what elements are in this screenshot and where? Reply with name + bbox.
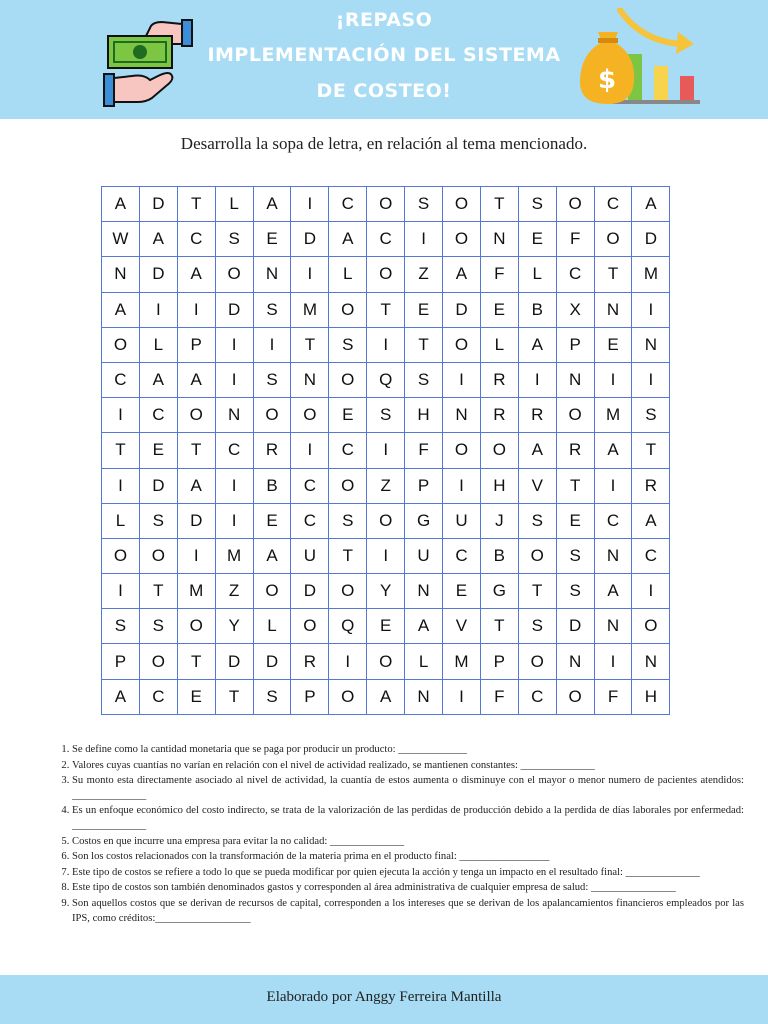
grid-cell[interactable]: I	[594, 644, 632, 679]
grid-cell[interactable]: G	[480, 574, 518, 609]
grid-cell[interactable]: I	[594, 362, 632, 397]
grid-cell[interactable]: I	[102, 574, 140, 609]
grid-cell[interactable]: O	[594, 222, 632, 257]
grid-cell[interactable]: A	[253, 187, 291, 222]
grid-row	[102, 362, 670, 397]
grid-cell[interactable]: R	[480, 362, 518, 397]
grid-cell[interactable]: Q	[367, 362, 405, 397]
grid-cell[interactable]: S	[102, 609, 140, 644]
grid-cell[interactable]: U	[443, 503, 481, 538]
grid-cell[interactable]: T	[177, 644, 215, 679]
grid-cell[interactable]: E	[253, 222, 291, 257]
grid-cell[interactable]: C	[329, 433, 367, 468]
grid-cell[interactable]: A	[102, 679, 140, 714]
grid-row	[102, 468, 670, 503]
grid-row	[102, 433, 670, 468]
grid-cell[interactable]: P	[556, 327, 594, 362]
grid-cell[interactable]: N	[632, 644, 670, 679]
grid-cell[interactable]: O	[177, 609, 215, 644]
grid-row	[102, 538, 670, 573]
grid-cell[interactable]: S	[139, 609, 177, 644]
grid-cell[interactable]: E	[405, 292, 443, 327]
grid-cell[interactable]: N	[405, 679, 443, 714]
grid-cell[interactable]: S	[253, 362, 291, 397]
grid-cell[interactable]: I	[139, 292, 177, 327]
question-item: 5. Costos en que incurre una empresa para evitar la no calidad: ______________	[72, 835, 744, 850]
grid-cell[interactable]: F	[480, 679, 518, 714]
grid-cell[interactable]: P	[102, 644, 140, 679]
question-item: 1. Se define como la cantidad monetaria que se paga por producir un producto: _____________	[72, 743, 744, 758]
grid-cell[interactable]: S	[405, 187, 443, 222]
grid-cell[interactable]: A	[405, 609, 443, 644]
money-bag-growth-chart-icon	[572, 8, 702, 112]
grid-cell[interactable]: R	[480, 398, 518, 433]
grid-cell[interactable]: S	[215, 222, 253, 257]
grid-cell[interactable]: G	[405, 503, 443, 538]
question-item: 4. Es un enfoque económico del costo indirecto, se trata de la valorización de las perdidas de producción debido a la perdida de días laborales por enfermedad: ______________	[72, 804, 744, 833]
grid-row	[102, 327, 670, 362]
grid-cell[interactable]: I	[518, 362, 556, 397]
grid-cell[interactable]: L	[405, 644, 443, 679]
grid-cell[interactable]: S	[556, 574, 594, 609]
grid-cell[interactable]: A	[139, 362, 177, 397]
grid-cell[interactable]: O	[443, 187, 481, 222]
grid-cell[interactable]: A	[177, 362, 215, 397]
grid-cell[interactable]: P	[291, 679, 329, 714]
grid-cell[interactable]: O	[556, 187, 594, 222]
grid-cell[interactable]: D	[139, 257, 177, 292]
grid-cell[interactable]: A	[139, 222, 177, 257]
grid-cell[interactable]: L	[480, 327, 518, 362]
grid-cell[interactable]: C	[177, 222, 215, 257]
grid-cell[interactable]: I	[215, 362, 253, 397]
grid-cell[interactable]: I	[405, 222, 443, 257]
grid-row	[102, 609, 670, 644]
grid-cell[interactable]: A	[594, 574, 632, 609]
grid-cell[interactable]: I	[594, 468, 632, 503]
grid-cell[interactable]: H	[632, 679, 670, 714]
grid-cell[interactable]: T	[518, 574, 556, 609]
grid-cell[interactable]: O	[367, 257, 405, 292]
grid-cell[interactable]: N	[215, 398, 253, 433]
grid-cell[interactable]: C	[215, 433, 253, 468]
grid-cell[interactable]: A	[632, 503, 670, 538]
grid-row	[102, 644, 670, 679]
grid-cell[interactable]: P	[405, 468, 443, 503]
grid-cell[interactable]: I	[367, 433, 405, 468]
grid-cell[interactable]: H	[480, 468, 518, 503]
grid-cell[interactable]: L	[253, 609, 291, 644]
grid-cell[interactable]: N	[102, 257, 140, 292]
grid-cell[interactable]: I	[291, 433, 329, 468]
grid-cell[interactable]: M	[177, 574, 215, 609]
grid-cell[interactable]: O	[102, 327, 140, 362]
grid-row	[102, 503, 670, 538]
grid-cell[interactable]: O	[632, 609, 670, 644]
grid-cell[interactable]: I	[291, 187, 329, 222]
grid-cell[interactable]: F	[594, 679, 632, 714]
grid-cell[interactable]: O	[329, 468, 367, 503]
grid-row	[102, 398, 670, 433]
grid-cell[interactable]: E	[177, 679, 215, 714]
grid-cell[interactable]: M	[291, 292, 329, 327]
grid-cell[interactable]: O	[367, 644, 405, 679]
grid-cell[interactable]: E	[329, 398, 367, 433]
grid-cell[interactable]: L	[102, 503, 140, 538]
grid-cell[interactable]: S	[367, 398, 405, 433]
grid-cell[interactable]: L	[518, 257, 556, 292]
grid-cell[interactable]: S	[329, 503, 367, 538]
grid-cell[interactable]: O	[480, 433, 518, 468]
grid-cell[interactable]: R	[556, 433, 594, 468]
grid-cell[interactable]: D	[253, 644, 291, 679]
grid-cell[interactable]: R	[291, 644, 329, 679]
grid-row	[102, 679, 670, 714]
grid-cell[interactable]: T	[102, 433, 140, 468]
grid-cell[interactable]: A	[102, 187, 140, 222]
grid-cell[interactable]: D	[177, 503, 215, 538]
grid-cell[interactable]: S	[518, 503, 556, 538]
grid-cell[interactable]: O	[518, 538, 556, 573]
grid-cell[interactable]: N	[594, 292, 632, 327]
grid-cell[interactable]: S	[253, 292, 291, 327]
footer-banner	[0, 975, 768, 1024]
grid-cell[interactable]: U	[291, 538, 329, 573]
grid-cell[interactable]: O	[367, 503, 405, 538]
grid-cell[interactable]: E	[253, 503, 291, 538]
grid-cell[interactable]: L	[139, 327, 177, 362]
grid-cell[interactable]: O	[329, 292, 367, 327]
grid-cell[interactable]: O	[253, 398, 291, 433]
grid-cell[interactable]: A	[632, 187, 670, 222]
grid-cell[interactable]: D	[632, 222, 670, 257]
grid-cell[interactable]: V	[443, 609, 481, 644]
grid-cell[interactable]: A	[594, 433, 632, 468]
grid-cell[interactable]: T	[177, 187, 215, 222]
grid-cell[interactable]: E	[518, 222, 556, 257]
question-item: 6. Son los costos relacionados con la transformación de la materia prima en el producto final: _________________	[72, 850, 744, 865]
grid-cell[interactable]: N	[594, 538, 632, 573]
grid-cell[interactable]: C	[518, 679, 556, 714]
grid-cell[interactable]: O	[443, 222, 481, 257]
grid-cell[interactable]: T	[594, 257, 632, 292]
grid-row	[102, 187, 670, 222]
grid-cell[interactable]: T	[291, 327, 329, 362]
grid-cell[interactable]: B	[253, 468, 291, 503]
question-item: 8. Este tipo de costos son también denominados gastos y corresponden al área administrativa de cualquier empresa de salud: ________________	[72, 881, 744, 896]
grid-row	[102, 574, 670, 609]
grid-cell[interactable]: E	[480, 292, 518, 327]
grid-cell[interactable]: S	[632, 398, 670, 433]
grid-cell[interactable]: O	[518, 644, 556, 679]
grid-cell[interactable]: O	[443, 433, 481, 468]
grid-cell[interactable]: E	[443, 574, 481, 609]
grid-cell[interactable]: S	[139, 503, 177, 538]
grid-cell[interactable]: I	[102, 398, 140, 433]
grid-cell[interactable]: A	[253, 538, 291, 573]
word-search-grid	[101, 186, 670, 715]
grid-cell[interactable]: Z	[405, 257, 443, 292]
grid-cell[interactable]: N	[594, 609, 632, 644]
grid-cell[interactable]: W	[102, 222, 140, 257]
question-list	[50, 743, 744, 927]
grid-cell[interactable]: M	[632, 257, 670, 292]
grid-cell[interactable]: I	[291, 257, 329, 292]
grid-cell[interactable]: A	[177, 468, 215, 503]
grid-cell[interactable]: T	[480, 609, 518, 644]
grid-cell[interactable]: D	[139, 187, 177, 222]
grid-cell[interactable]: D	[139, 468, 177, 503]
grid-cell[interactable]: C	[443, 538, 481, 573]
grid-cell[interactable]: T	[405, 327, 443, 362]
grid-cell[interactable]: A	[518, 327, 556, 362]
grid-cell[interactable]: C	[594, 503, 632, 538]
question-item: 3. Su monto esta directamente asociado al nivel de actividad, la cuantía de estos aumenta o disminuye con el mayor o menor numero de pacientes atendidos: ______________	[72, 774, 744, 803]
grid-cell[interactable]: I	[443, 362, 481, 397]
grid-cell[interactable]: T	[329, 538, 367, 573]
grid-cell[interactable]: C	[594, 187, 632, 222]
grid-cell[interactable]: S	[405, 362, 443, 397]
grid-cell[interactable]: O	[177, 398, 215, 433]
grid-cell[interactable]: E	[556, 503, 594, 538]
grid-cell[interactable]: E	[367, 609, 405, 644]
header-banner	[0, 0, 768, 119]
grid-cell[interactable]: C	[291, 468, 329, 503]
grid-cell[interactable]: O	[556, 679, 594, 714]
grid-cell[interactable]: Z	[215, 574, 253, 609]
grid-cell[interactable]: I	[215, 327, 253, 362]
title-line-1: ¡REPASO	[335, 9, 433, 31]
grid-cell[interactable]: O	[139, 538, 177, 573]
author-credit: Elaborado por Anggy Ferreira Mantilla	[266, 989, 502, 1005]
grid-cell[interactable]: A	[177, 257, 215, 292]
grid-cell[interactable]: D	[443, 292, 481, 327]
grid-cell[interactable]: I	[367, 538, 405, 573]
grid-cell[interactable]: T	[177, 433, 215, 468]
grid-cell[interactable]: Z	[367, 468, 405, 503]
grid-cell[interactable]: T	[632, 433, 670, 468]
grid-cell[interactable]: C	[329, 187, 367, 222]
grid-cell[interactable]: R	[253, 433, 291, 468]
grid-cell[interactable]: O	[329, 362, 367, 397]
grid-cell[interactable]: C	[632, 538, 670, 573]
grid-cell[interactable]: I	[177, 538, 215, 573]
grid-cell[interactable]: I	[253, 327, 291, 362]
grid-cell[interactable]: B	[480, 538, 518, 573]
title-line-3: DE COSTEO!	[316, 80, 452, 102]
grid-cell[interactable]: Q	[329, 609, 367, 644]
grid-cell[interactable]: D	[215, 644, 253, 679]
grid-cell[interactable]: O	[329, 679, 367, 714]
question-item: 7. Este tipo de costos se refiere a todo lo que se pueda modificar por quien ejecuta la acción y tenga un impacto en el resultado final: ______________	[72, 866, 744, 881]
grid-cell[interactable]: O	[443, 327, 481, 362]
grid-cell[interactable]: N	[291, 362, 329, 397]
grid-cell[interactable]: I	[632, 362, 670, 397]
grid-cell[interactable]: C	[139, 679, 177, 714]
grid-cell[interactable]: T	[215, 679, 253, 714]
grid-cell[interactable]: U	[405, 538, 443, 573]
title-line-2: IMPLEMENTACIÓN DEL SISTEMA	[207, 44, 561, 66]
grid-cell[interactable]: O	[329, 574, 367, 609]
grid-cell[interactable]: N	[480, 222, 518, 257]
question-item: 9. Son aquellos costos que se derivan de recursos de capital, corresponden a los intereses que se derivan de los apalancamientos financieros empleados por las IPS, como créditos:__________________	[72, 897, 744, 926]
grid-cell[interactable]: O	[556, 398, 594, 433]
svg-text:$: $	[597, 65, 617, 95]
grid-cell[interactable]: C	[139, 398, 177, 433]
grid-cell[interactable]: N	[443, 398, 481, 433]
grid-cell[interactable]: N	[556, 644, 594, 679]
grid-cell[interactable]: I	[215, 503, 253, 538]
grid-cell[interactable]: O	[102, 538, 140, 573]
grid-cell[interactable]: I	[215, 468, 253, 503]
grid-cell[interactable]: C	[102, 362, 140, 397]
grid-row	[102, 292, 670, 327]
grid-cell[interactable]: F	[405, 433, 443, 468]
grid-cell[interactable]: D	[291, 222, 329, 257]
grid-cell[interactable]: A	[518, 433, 556, 468]
grid-cell[interactable]: M	[443, 644, 481, 679]
grid-cell[interactable]: D	[215, 292, 253, 327]
grid-cell[interactable]: T	[367, 292, 405, 327]
grid-cell[interactable]: O	[291, 398, 329, 433]
grid-cell[interactable]: M	[215, 538, 253, 573]
grid-cell[interactable]: N	[632, 327, 670, 362]
grid-cell[interactable]: I	[102, 468, 140, 503]
grid-cell[interactable]: P	[177, 327, 215, 362]
grid-cell[interactable]: N	[253, 257, 291, 292]
grid-cell[interactable]: X	[556, 292, 594, 327]
grid-cell[interactable]: O	[215, 257, 253, 292]
grid-cell[interactable]: L	[215, 187, 253, 222]
grid-cell[interactable]: T	[556, 468, 594, 503]
grid-cell[interactable]: D	[291, 574, 329, 609]
grid-cell[interactable]: S	[253, 679, 291, 714]
grid-cell[interactable]: D	[556, 609, 594, 644]
grid-cell[interactable]: F	[480, 257, 518, 292]
grid-cell[interactable]: O	[253, 574, 291, 609]
grid-cell[interactable]: R	[632, 468, 670, 503]
grid-cell[interactable]: C	[556, 257, 594, 292]
grid-cell[interactable]: Y	[367, 574, 405, 609]
grid-cell[interactable]: S	[518, 609, 556, 644]
grid-cell[interactable]: I	[367, 327, 405, 362]
grid-cell[interactable]: A	[367, 679, 405, 714]
grid-cell[interactable]: J	[480, 503, 518, 538]
grid-cell[interactable]: A	[329, 222, 367, 257]
grid-cell[interactable]: N	[556, 362, 594, 397]
grid-cell[interactable]: R	[518, 398, 556, 433]
grid-cell[interactable]: I	[329, 644, 367, 679]
grid-cell[interactable]: H	[405, 398, 443, 433]
grid-cell[interactable]: V	[518, 468, 556, 503]
grid-cell[interactable]: A	[443, 257, 481, 292]
grid-row	[102, 222, 670, 257]
grid-cell[interactable]: S	[329, 327, 367, 362]
grid-cell[interactable]: F	[556, 222, 594, 257]
grid-cell[interactable]: I	[443, 468, 481, 503]
grid-cell[interactable]: O	[139, 644, 177, 679]
grid-row	[102, 257, 670, 292]
grid-cell[interactable]: N	[405, 574, 443, 609]
grid-cell[interactable]: S	[518, 187, 556, 222]
grid-cell[interactable]: C	[367, 222, 405, 257]
grid-cell[interactable]: O	[367, 187, 405, 222]
grid-cell[interactable]: E	[594, 327, 632, 362]
grid-cell[interactable]: B	[518, 292, 556, 327]
grid-cell[interactable]: Y	[215, 609, 253, 644]
grid-cell[interactable]: C	[291, 503, 329, 538]
grid-cell[interactable]: I	[177, 292, 215, 327]
grid-cell[interactable]: P	[480, 644, 518, 679]
grid-cell[interactable]: I	[632, 292, 670, 327]
grid-cell[interactable]: T	[480, 187, 518, 222]
grid-cell[interactable]: A	[102, 292, 140, 327]
grid-cell[interactable]: I	[443, 679, 481, 714]
grid-cell[interactable]: L	[329, 257, 367, 292]
grid-cell[interactable]: E	[139, 433, 177, 468]
grid-cell[interactable]: I	[632, 574, 670, 609]
question-item: 2. Valores cuyas cuantías no varían en relación con el nivel de actividad realizado, se mantienen constantes: ______________	[72, 759, 744, 774]
grid-cell[interactable]: O	[291, 609, 329, 644]
grid-cell[interactable]: M	[594, 398, 632, 433]
grid-cell[interactable]: T	[139, 574, 177, 609]
grid-cell[interactable]: S	[556, 538, 594, 573]
instructions-text: Desarrolla la sopa de letra, en relación al tema mencionado.	[180, 134, 588, 153]
